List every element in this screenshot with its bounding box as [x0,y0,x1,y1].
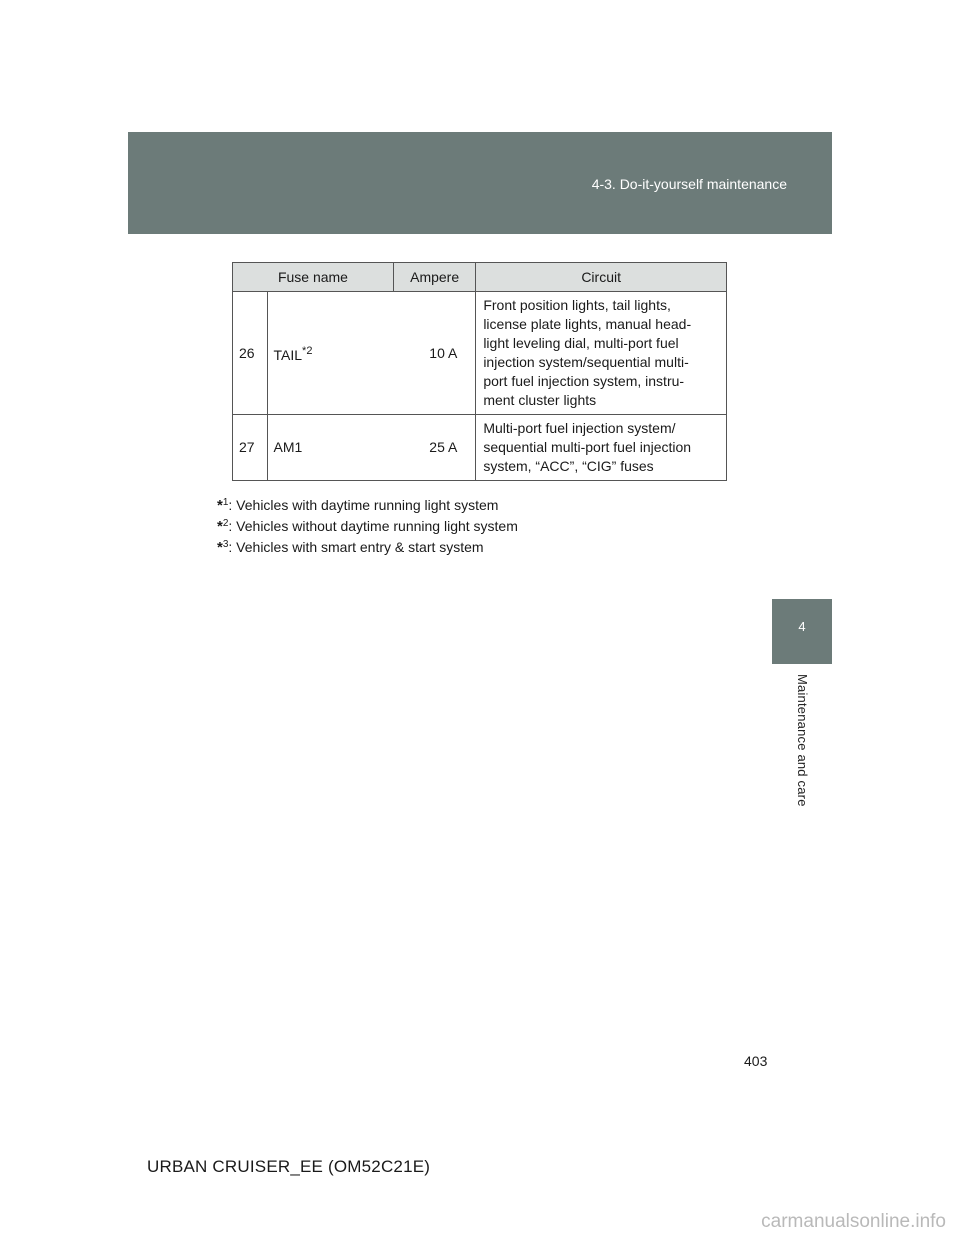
footnote-text: : Vehicles with daytime running light system [228,497,499,513]
asterisk-icon: *$^1$ [217,497,229,514]
fuse-circuit [476,292,727,415]
circuit-line: license plate lights, manual head- [483,316,692,332]
circuit-line: system, “ACC”, “CIG” fuses [483,458,654,474]
footnote-text: : Vehicles without daytime running light system [228,518,518,534]
circuit-line: sequential multi-port fuel injection [483,439,692,455]
asterisk-icon: *$^2$ [217,518,229,535]
fuse-circuit [476,415,727,481]
footnote-number: 1 [222,497,229,508]
footnote-number: 2 [222,518,229,529]
header-ampere: Ampere [393,263,475,292]
side-tab [772,599,832,664]
footnote [217,515,518,536]
model-code: URBAN CRUISER_EE (OM52C21E) [147,1157,431,1176]
footnote-number: 3 [222,539,229,550]
section-title: 4-3. Do-it-yourself maintenance [591,176,787,192]
circuit-line: ment cluster lights [483,392,597,408]
header-fuse-name: Fuse name [233,263,394,292]
circuit-line: light leveling dial, multi-port fuel [483,335,679,351]
footnote-text: : Vehicles with smart entry & start system [228,539,484,555]
fuse-name-text: TAIL [273,346,303,363]
side-tab-label: Maintenance and care [795,674,810,807]
circuit-line: injection system/sequential multi- [483,354,689,370]
footnote [217,494,518,515]
fuse-number: 26 [233,292,268,415]
footnote [217,536,518,557]
header-circuit: Circuit [476,263,727,292]
fuse-ampere: 10 A [393,292,475,415]
page-number: 403 [744,1053,768,1069]
fuse-name [267,292,393,415]
footnote-mark: *2 [302,344,313,357]
fuse-ampere: 25 A [393,415,475,481]
table-row [233,415,727,481]
asterisk-icon: *$^3$ [217,539,229,556]
side-tab-number: 4 [798,619,806,634]
footnotes [217,494,518,557]
fuse-table [232,262,727,481]
circuit-line: port fuel injection system, instru- [483,373,685,389]
circuit-line: Multi-port fuel injection system/ [483,420,676,436]
fuse-name: AM1 [267,415,393,481]
table-row [233,292,727,415]
watermark[interactable]: carmanualsonline.info [761,1211,946,1232]
circuit-line: Front position lights, tail lights, [483,297,671,313]
fuse-number: 27 [233,415,268,481]
table-header-row [233,263,727,292]
header-band [128,132,832,234]
